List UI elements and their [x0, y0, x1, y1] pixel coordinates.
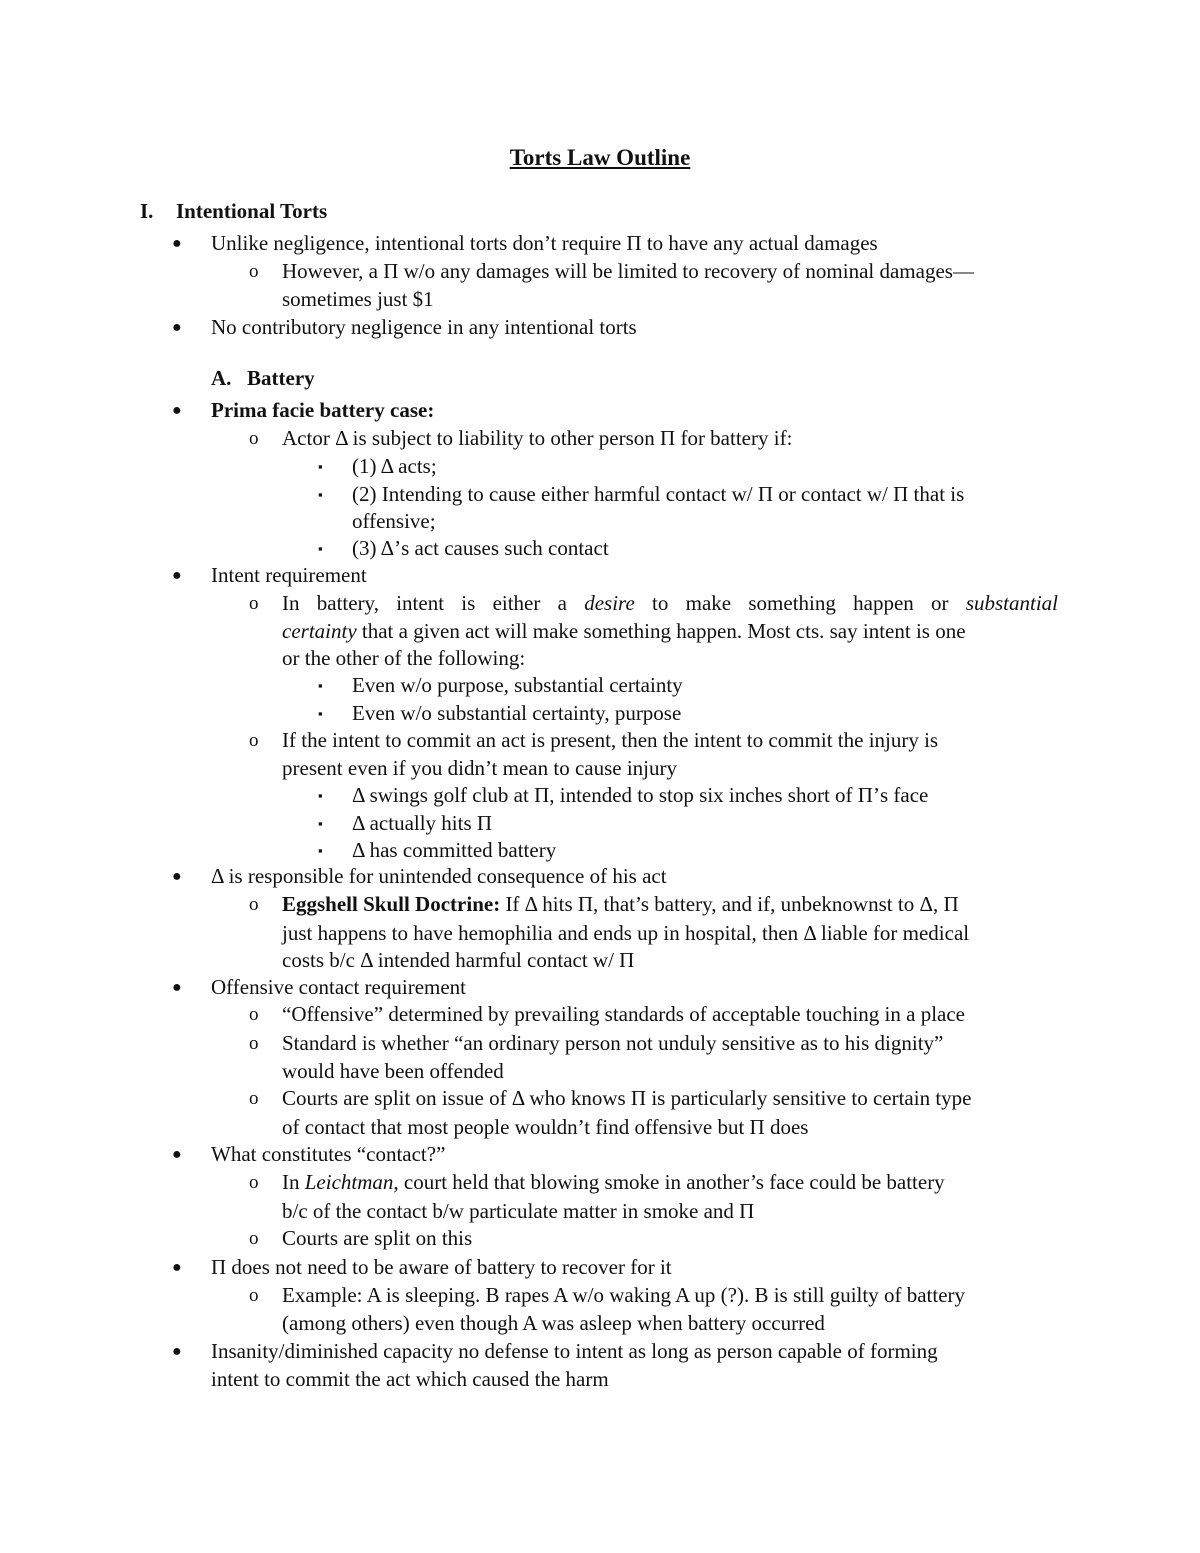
square-bullet-icon: ▪ — [318, 706, 323, 721]
text-run-bold: Eggshell Skull Doctrine: — [282, 892, 501, 916]
outline-line — [282, 618, 966, 645]
outline-line: Standard is whether “an ordinary person not unduly sensitive as to his dignity” — [282, 1031, 944, 1055]
outline-line: b/c of the contact b/w particulate matter in smoke and Π — [282, 1199, 755, 1223]
outline-line: Even w/o substantial certainty, purpose — [352, 701, 682, 725]
outline-line: However, a Π w/o any damages will be limited to recovery of nominal damages— — [282, 259, 974, 283]
text-run: In battery, intent is either a — [282, 591, 567, 615]
text-run: In — [282, 1170, 300, 1194]
outline-line: What constitutes “contact?” — [211, 1142, 446, 1166]
circle-bullet-icon: o — [249, 1004, 259, 1025]
square-bullet-icon: ▪ — [318, 816, 323, 831]
outline-line: Insanity/diminished capacity no defense to intent as long as person capable of forming — [211, 1339, 938, 1363]
outline-line: If the intent to commit an act is present, then the intent to commit the injury is — [282, 728, 939, 752]
outline-line: Unlike negligence, intentional torts don’t require Π to have any actual damages — [211, 231, 878, 255]
outline-line: of contact that most people wouldn’t find offensive but Π does — [282, 1115, 809, 1139]
bullet-icon: ● — [172, 235, 182, 252]
text-run: that a given act will make something happen. Most cts. say intent is one — [361, 619, 966, 643]
text-run: to make something happen or — [652, 591, 949, 615]
text-run-italic: certainty — [282, 619, 357, 643]
outline-line: sometimes just $1 — [282, 287, 434, 311]
square-bullet-icon: ▪ — [318, 788, 323, 803]
subsection-heading: Battery — [247, 366, 315, 390]
bullet-icon: ● — [172, 979, 182, 996]
outline-line: No contributory negligence in any intentional torts — [211, 315, 637, 339]
outline-line: Courts are split on issue of Δ who knows Π is particularly sensitive to certain type — [282, 1086, 972, 1110]
outline-line: Actor Δ is subject to liability to other person Π for battery if: — [282, 426, 793, 450]
text-run-italic: substantial — [965, 591, 1058, 615]
square-bullet-icon: ▪ — [318, 843, 323, 858]
outline-line: Δ has committed battery — [352, 838, 557, 862]
outline-line: Courts are split on this — [282, 1226, 473, 1250]
outline-line: or the other of the following: — [282, 646, 526, 670]
bullet-icon: ● — [172, 1146, 182, 1163]
section-number: I. — [140, 199, 154, 223]
outline-line: Intent requirement — [211, 563, 367, 587]
circle-bullet-icon: o — [249, 261, 259, 282]
bullet-icon: ● — [172, 1259, 182, 1276]
circle-bullet-icon: o — [249, 1172, 259, 1193]
circle-bullet-icon: o — [249, 428, 259, 449]
outline-line — [282, 891, 959, 918]
outline-line: just happens to have hemophilia and ends up in hospital, then Δ liable for medical — [282, 921, 970, 945]
outline-line: Offensive contact requirement — [211, 975, 467, 999]
outline-line: costs b/c Δ intended harmful contact w/ Π — [282, 948, 635, 972]
circle-bullet-icon: o — [249, 1228, 259, 1249]
text-run-italic: Leichtman — [304, 1170, 394, 1194]
bullet-icon: ● — [172, 1343, 182, 1360]
outline-line: Δ is responsible for unintended consequence of his act — [211, 864, 667, 888]
outline-line: offensive; — [352, 509, 436, 533]
outline-line: would have been offended — [282, 1059, 504, 1083]
outline-line: Prima facie battery case: — [211, 398, 435, 422]
outline-line — [282, 590, 1058, 617]
bullet-icon: ● — [172, 868, 182, 885]
outline-line: present even if you didn’t mean to cause injury — [282, 756, 678, 780]
square-bullet-icon: ▪ — [318, 487, 323, 502]
bullet-icon: ● — [172, 402, 182, 419]
circle-bullet-icon: o — [249, 593, 259, 614]
outline-line: Even w/o purpose, substantial certainty — [352, 673, 683, 697]
outline-line: intent to commit the act which caused the harm — [211, 1367, 609, 1391]
square-bullet-icon: ▪ — [318, 678, 323, 693]
bullet-icon: ● — [172, 567, 182, 584]
circle-bullet-icon: o — [249, 1285, 259, 1306]
outline-line: Δ swings golf club at Π, intended to stop six inches short of Π’s face — [352, 783, 929, 807]
outline-line — [282, 1169, 945, 1196]
outline-line: Example: A is sleeping. B rapes A w/o waking A up (?). B is still guilty of battery — [282, 1283, 966, 1307]
document-title: Torts Law Outline — [509, 145, 691, 170]
outline-line: “Offensive” determined by prevailing standards of acceptable touching in a place — [282, 1002, 966, 1026]
text-run: , court held that blowing smoke in another’s face could be battery — [393, 1170, 945, 1194]
subsection-label: A. — [211, 366, 232, 390]
outline-line: (2) Intending to cause either harmful contact w/ Π or contact w/ Π that is — [352, 482, 965, 506]
outline-line: Π does not need to be aware of battery to recover for it — [211, 1255, 672, 1279]
circle-bullet-icon: o — [249, 730, 259, 751]
square-bullet-icon: ▪ — [318, 541, 323, 556]
outline-line: (3) Δ’s act causes such contact — [352, 536, 609, 560]
circle-bullet-icon: o — [249, 894, 259, 915]
circle-bullet-icon: o — [249, 1088, 259, 1109]
outline-line: Δ actually hits Π — [352, 811, 493, 835]
section-heading: Intentional Torts — [176, 199, 328, 223]
outline-line: (among others) even though A was asleep when battery occurred — [282, 1311, 825, 1335]
square-bullet-icon: ▪ — [318, 459, 323, 474]
text-run: If Δ hits Π, that’s battery, and if, unbeknownst to Δ, Π — [505, 892, 959, 916]
outline-line: (1) Δ acts; — [352, 454, 437, 478]
circle-bullet-icon: o — [249, 1033, 259, 1054]
text-run-italic: desire — [584, 591, 635, 615]
bullet-icon: ● — [172, 319, 182, 336]
